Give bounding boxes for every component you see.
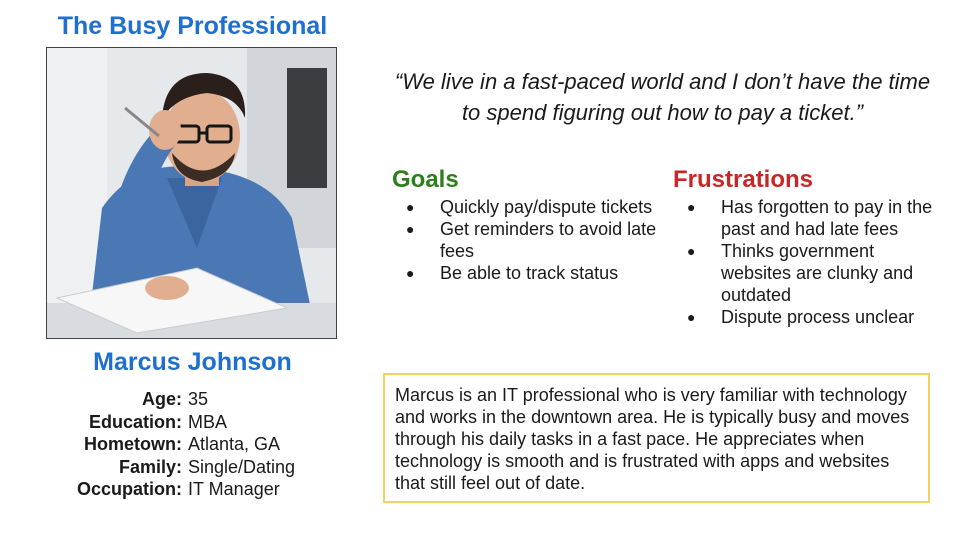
bullet-icon: ● [687, 243, 696, 259]
fact-value: IT Manager [188, 479, 280, 499]
fact-label: Education: [89, 411, 182, 432]
persona-photo [46, 47, 337, 339]
bullet-icon: ● [406, 221, 415, 237]
list-item [392, 196, 662, 218]
bullet-icon: ● [687, 309, 696, 325]
goals-heading: Goals [392, 166, 459, 193]
fact-age [40, 388, 340, 411]
fact-value: Single/Dating [188, 456, 296, 477]
frustrations-list [673, 196, 943, 328]
goal-text: Quickly pay/dispute tickets [440, 197, 653, 217]
bullet-icon: ● [687, 199, 696, 215]
persona-name: Marcus Johnson [93, 348, 292, 376]
list-item [392, 218, 662, 262]
fact-family [40, 456, 340, 479]
goals-list [392, 196, 662, 284]
persona-facts [40, 388, 340, 501]
list-item [673, 240, 943, 306]
frustration-text: Dispute process unclear [721, 307, 915, 327]
frustration-text: Thinks government websites are clunky and outdated [721, 241, 914, 305]
fact-hometown [40, 433, 340, 456]
fact-label: Occupation: [76, 479, 182, 499]
fact-value: 35 [188, 389, 209, 409]
bullet-icon: ● [406, 265, 415, 281]
fact-value: Atlanta, GA [188, 434, 281, 454]
fact-value: MBA [188, 411, 228, 432]
list-item [673, 306, 943, 328]
frustrations-heading: Frustrations [673, 166, 814, 193]
persona-title: The Busy Professional [57, 12, 328, 40]
fact-occupation [40, 478, 340, 501]
fact-label: Age: [142, 389, 182, 409]
fact-education [40, 411, 340, 434]
persona-quote: “We live in a fast-paced world and I don’t have the time to spend figuring out how to pay a ticket.” [394, 69, 931, 125]
fact-label: Hometown: [84, 434, 182, 454]
goal-text: Get reminders to avoid late fees [440, 219, 657, 261]
bullet-icon: ● [406, 199, 415, 215]
goals-section [392, 166, 662, 284]
frustrations-section [673, 166, 943, 328]
frustration-text: Has forgotten to pay in the past and had late fees [721, 197, 933, 239]
list-item [392, 262, 662, 284]
fact-label: Family: [118, 456, 182, 477]
portrait-photo-illustration [47, 48, 336, 338]
persona-bio: Marcus is an IT professional who is very familiar with technology and works in the downtown area. He is typically busy and moves through his daily tasks in a fast pace. He appreciates when technology is smooth and is frustrated with apps and websites that still feel out of date. [383, 373, 930, 503]
list-item [673, 196, 943, 240]
goal-text: Be able to track status [440, 263, 619, 283]
